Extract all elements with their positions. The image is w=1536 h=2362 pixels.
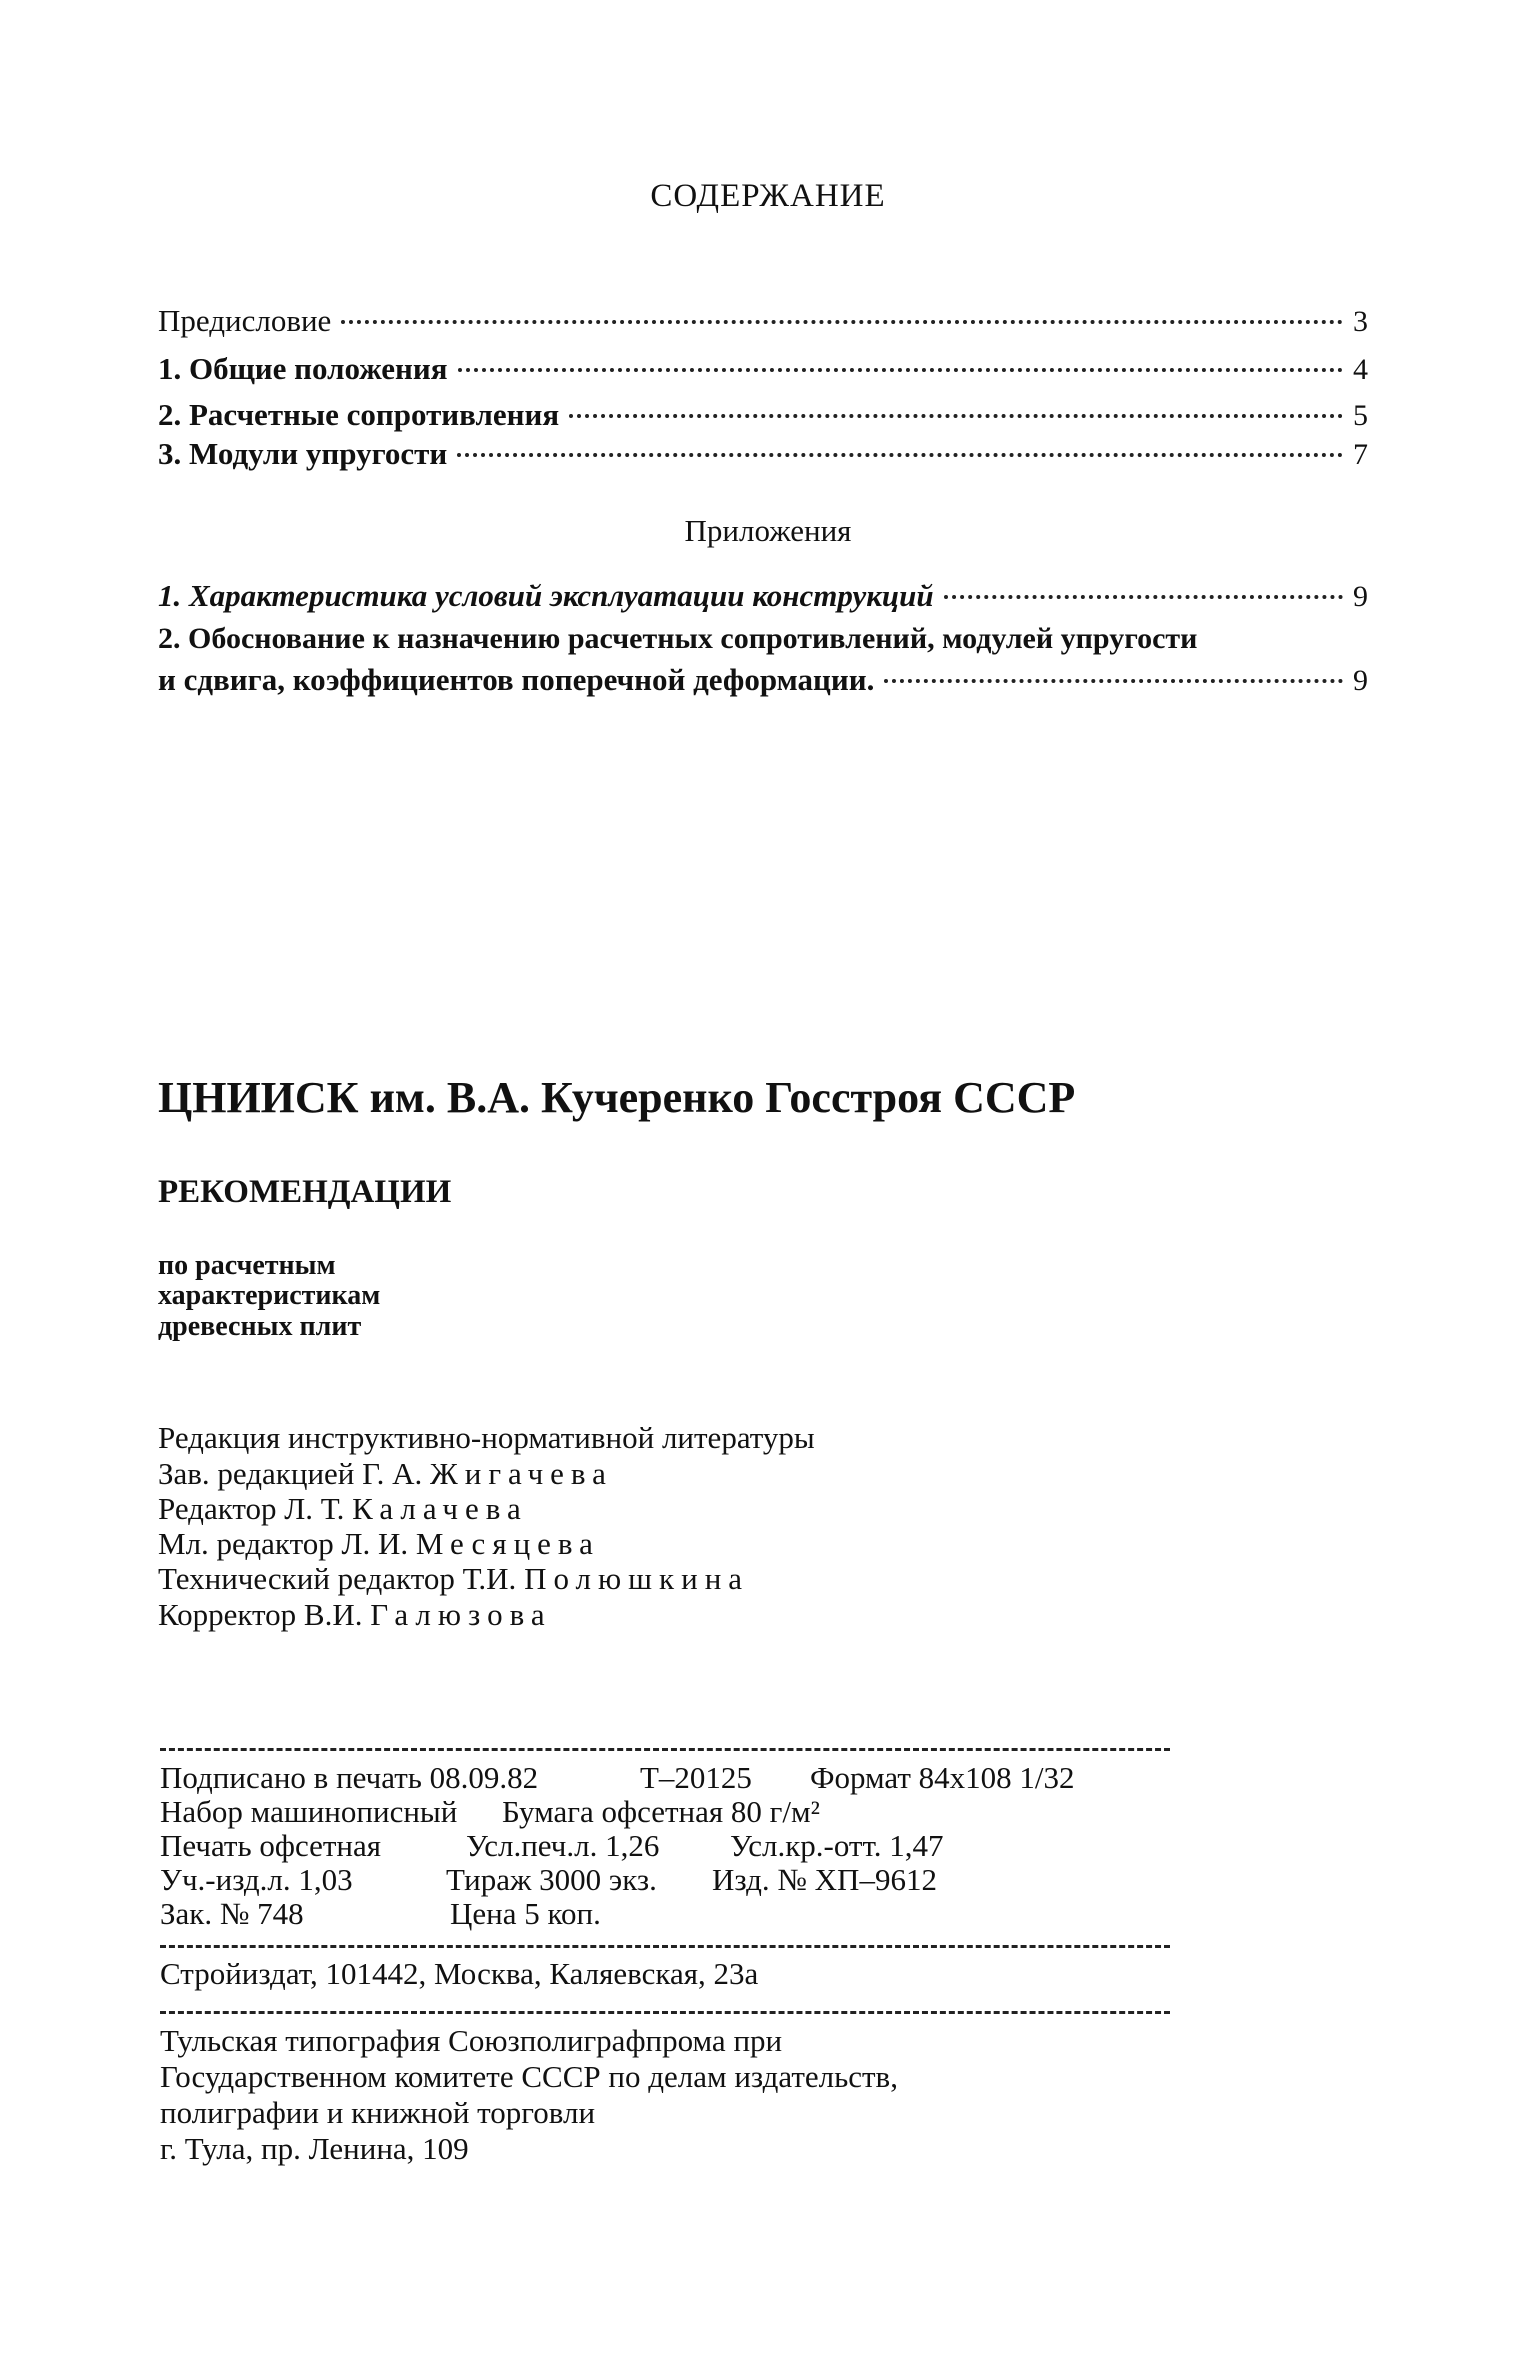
dot-leader xyxy=(457,453,1343,457)
editor-credit xyxy=(158,1491,528,1527)
dot-leader xyxy=(569,414,1343,418)
credit-role: Зав. редакцией Г. А. xyxy=(158,1456,423,1491)
toc-appendix-entry xyxy=(158,578,1368,618)
head-of-editorial xyxy=(158,1456,613,1492)
credit-role: Мл. редактор Л. И. xyxy=(158,1526,409,1561)
credit-role: Корректор В.И. xyxy=(158,1597,363,1632)
dot-leader xyxy=(341,320,1343,324)
t-number: Т–20125 xyxy=(640,1760,752,1795)
toc-entry-page: 4 xyxy=(1353,353,1368,386)
typeset: Набор машинописный xyxy=(160,1794,458,1829)
credit-name: Калачева xyxy=(352,1491,528,1526)
document-type: РЕКОМЕНДАЦИИ xyxy=(158,1174,452,1210)
appendix-title: Приложения xyxy=(684,513,852,548)
toc-entry xyxy=(158,436,1368,476)
printer-line: г. Тула, пр. Ленина, 109 xyxy=(160,2131,469,2166)
credit-name: Жигачева xyxy=(429,1456,613,1491)
credit-role: Редактор Л. Т. xyxy=(158,1491,345,1526)
printer-line: Государственном комитете СССР по делам издательств, xyxy=(160,2059,898,2094)
format: Формат 84х108 1/32 xyxy=(810,1760,1075,1795)
toc-entry xyxy=(158,351,1368,391)
toc-entry xyxy=(158,397,1368,437)
paper: Бумага офсетная 80 г/м² xyxy=(502,1794,820,1829)
divider xyxy=(160,2011,1170,2014)
uch-izd: Уч.-изд.л. 1,03 xyxy=(160,1862,353,1897)
print-run: Тираж 3000 экз. xyxy=(446,1862,657,1897)
credit-name: Месяцева xyxy=(415,1526,600,1561)
divider xyxy=(160,1945,1170,1948)
divider xyxy=(160,1748,1170,1751)
toc-entry-label: Предисловие xyxy=(158,303,332,338)
publisher: Стройиздат, 101442, Москва, Каляевская, 23а xyxy=(160,1956,759,1991)
subtitle-line: характеристикам xyxy=(158,1280,381,1311)
price: Цена 5 коп. xyxy=(450,1896,601,1931)
subtitle-line: древесных плит xyxy=(158,1311,362,1342)
dot-leader xyxy=(944,595,1343,599)
toc-entry-page: 3 xyxy=(1353,305,1368,338)
imprint-line xyxy=(160,1828,943,1864)
dot-leader xyxy=(884,679,1343,683)
toc-entry-label: 3. Модули упругости xyxy=(158,436,448,471)
edition-number: Изд. № ХП–9612 xyxy=(712,1862,937,1897)
dot-leader xyxy=(458,368,1343,372)
organization-title: ЦНИИСК им. В.А. Кучеренко Госстроя СССР xyxy=(158,1073,1076,1122)
junior-editor-credit xyxy=(158,1526,600,1562)
imprint-line xyxy=(160,1896,601,1932)
toc-entry-label: 1. Характеристика условий эксплуатации конструкций xyxy=(158,578,934,613)
print-method: Печать офсетная xyxy=(160,1828,381,1863)
toc-title: СОДЕРЖАНИЕ xyxy=(650,178,886,214)
toc-entry-page: 9 xyxy=(1353,580,1368,613)
credit-role: Технический редактор Т.И. xyxy=(158,1561,517,1596)
usl-kr: Усл.кр.-отт. 1,47 xyxy=(730,1828,944,1863)
toc-entry-page: 7 xyxy=(1353,438,1368,471)
toc-entry-label: 1. Общие положения xyxy=(158,351,448,386)
usl-pech: Усл.печ.л. 1,26 xyxy=(466,1828,660,1863)
printer-line: полиграфии и книжной торговли xyxy=(160,2095,596,2130)
credit-name: Галюзова xyxy=(370,1597,552,1632)
toc-entry-label-line2: и сдвига, коэффициентов поперечной деформации. xyxy=(158,662,875,697)
imprint-line xyxy=(160,1794,820,1830)
toc-entry xyxy=(158,303,1368,343)
toc-appendix-entry xyxy=(158,662,1368,702)
order-number: Зак. № 748 xyxy=(160,1896,304,1931)
editorial-office: Редакция инструктивно-нормативной литературы xyxy=(158,1420,815,1455)
imprint-line xyxy=(160,1862,937,1898)
printer-line: Тульская типография Союзполиграфпрома при xyxy=(160,2023,783,2058)
subtitle-line: по расчетным xyxy=(158,1250,336,1281)
toc-entry-label-line1: 2. Обоснование к назначению расчетных сопротивлений, модулей упругости xyxy=(158,622,1198,655)
corrector-credit xyxy=(158,1597,552,1633)
toc-entry-label: 2. Расчетные сопротивления xyxy=(158,397,560,432)
toc-entry-page: 9 xyxy=(1353,664,1368,697)
toc-entry-page: 5 xyxy=(1353,399,1368,432)
credit-name: Полюшкина xyxy=(524,1561,750,1596)
imprint-line xyxy=(160,1760,1075,1796)
technical-editor-credit xyxy=(158,1561,749,1597)
signed-date: Подписано в печать 08.09.82 xyxy=(160,1760,539,1795)
